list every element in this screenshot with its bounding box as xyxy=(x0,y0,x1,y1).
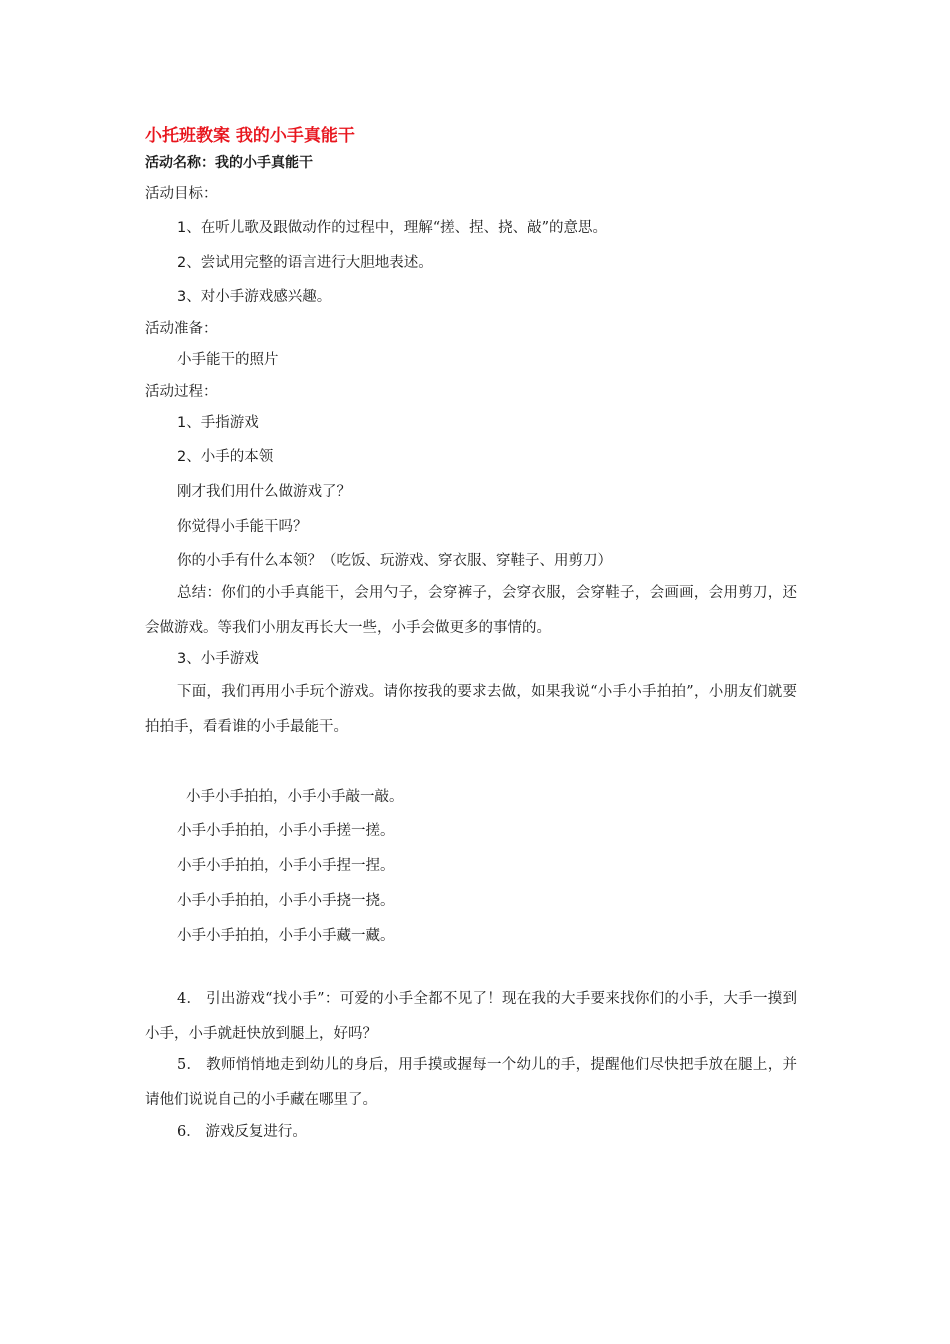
question-line: 你的小手有什么本领？（吃饭、玩游戏、穿衣服、穿鞋子、用剪刀） xyxy=(177,553,612,569)
game-intro-paragraph: 下面，我们再用小手玩个游戏。请你按我的要求去做，如果我说“小手小手拍拍”，小朋友们就要拍拍手，看看谁的小手最能干。 xyxy=(145,684,797,735)
activity-name: 活动名称：我的小手真能干 xyxy=(145,155,313,171)
step-heading: 2、小手的本领 xyxy=(177,449,274,465)
rhyme-line: 小手小手拍拍，小手小手挠一挠。 xyxy=(177,893,395,909)
question-line: 刚才我们用什么做游戏了？ xyxy=(177,484,351,500)
prep-heading: 活动准备： xyxy=(145,321,218,337)
goal-item: 2、尝试用完整的语言进行大胆地表述。 xyxy=(177,255,433,271)
goal-item: 3、对小手游戏感兴趣。 xyxy=(177,289,332,305)
rhyme-line: 小手小手拍拍，小手小手搓一搓。 xyxy=(177,823,395,839)
step6-line: 6． 游戏反复进行。 xyxy=(177,1124,307,1140)
step-heading: 1、手指游戏 xyxy=(177,415,259,431)
document-title: 小托班教案 我的小手真能干 xyxy=(145,126,355,146)
rhyme-line: 小手小手拍拍，小手小手藏一藏。 xyxy=(177,928,395,944)
goals-heading: 活动目标： xyxy=(145,186,218,202)
goal-item: 1、在听儿歌及跟做动作的过程中，理解“搓、捏、挠、敲”的意思。 xyxy=(177,220,608,236)
prep-item: 小手能干的照片 xyxy=(177,352,279,368)
step5-paragraph: 5． 教师悄悄地走到幼儿的身后，用手摸或握每一个幼儿的手，提醒他们尽快把手放在腿上，并请他们说说自己的小手藏在哪里了。 xyxy=(145,1057,797,1108)
rhyme-line: 小手小手拍拍，小手小手捏一捏。 xyxy=(177,858,395,874)
rhyme-line: 小手小手拍拍，小手小手敲一敲。 xyxy=(186,789,404,805)
step-heading: 3、小手游戏 xyxy=(177,651,259,667)
process-heading: 活动过程： xyxy=(145,384,218,400)
summary-paragraph: 总结：你们的小手真能干，会用勺子，会穿裤子，会穿衣服，会穿鞋子，会画画，会用剪刀，还会做游戏。等我们小朋友再长大一些，小手会做更多的事情的。 xyxy=(145,585,797,636)
step4-paragraph: 4． 引出游戏“找小手”：可爱的小手全都不见了！现在我的大手要来找你们的小手，大手一摸到小手，小手就赶快放到腿上，好吗？ xyxy=(145,991,797,1042)
question-line: 你觉得小手能干吗？ xyxy=(177,519,308,535)
